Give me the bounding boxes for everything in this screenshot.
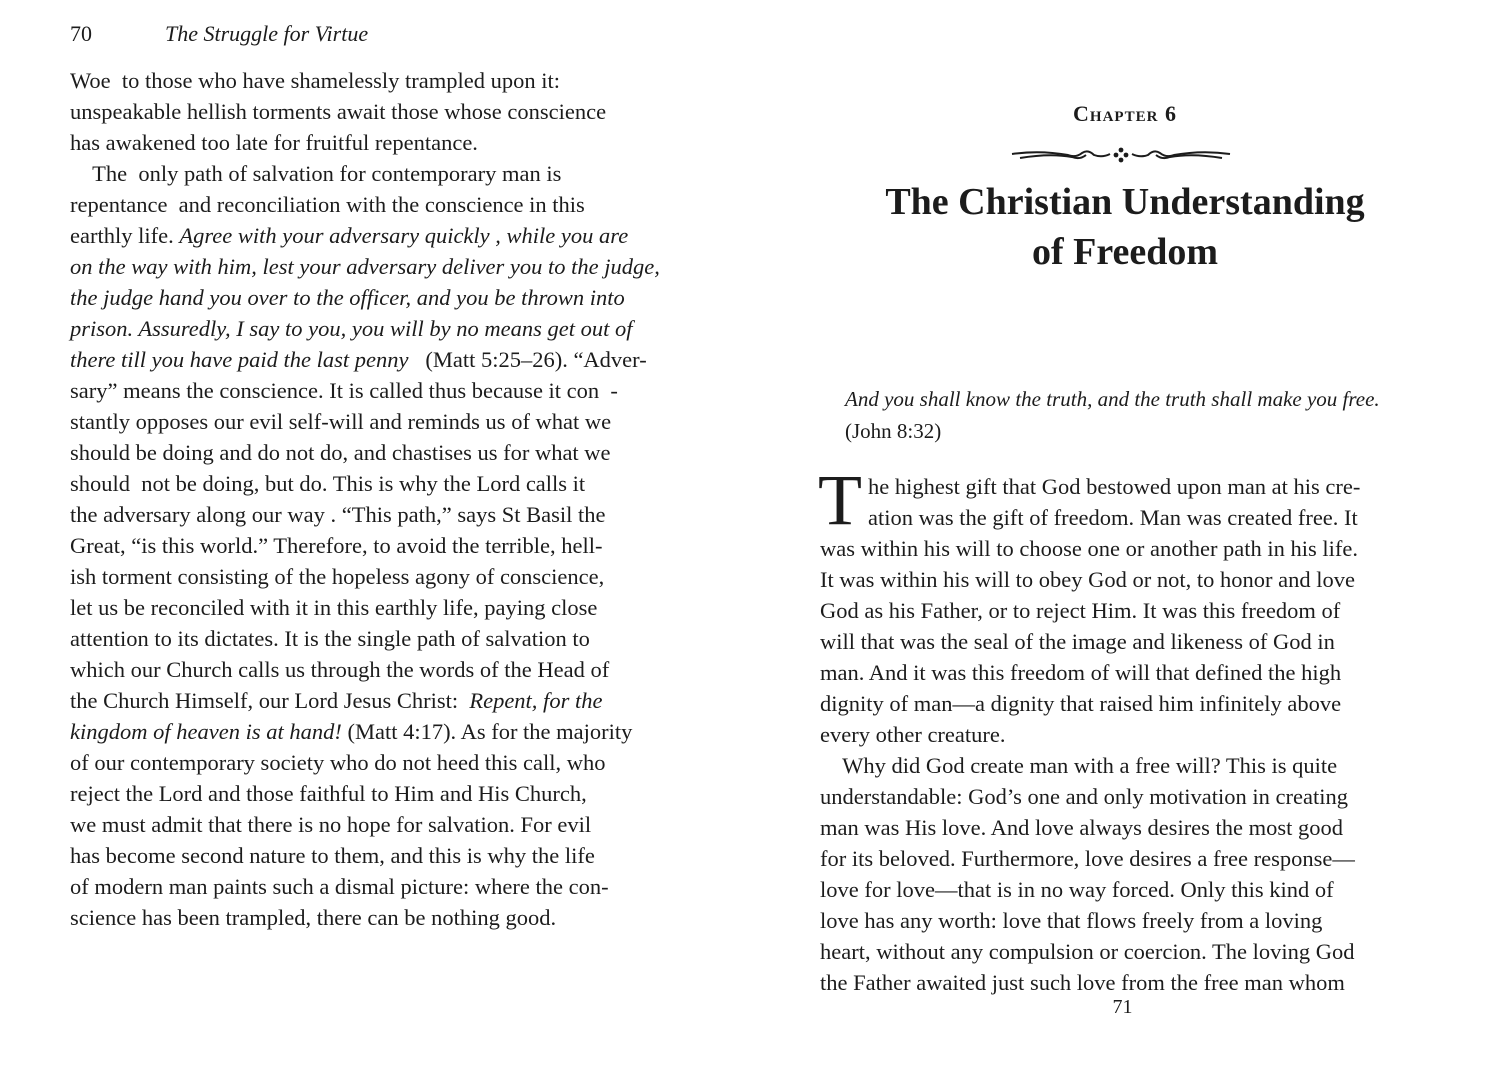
text-segment: stantly opposes our evil self-will and reminds us of what we — [70, 409, 612, 434]
text-segment: (Matt 4:17). As for the majority — [341, 719, 633, 744]
text-line: man was His love. And love always desires the most good — [820, 815, 1344, 840]
text-line — [70, 313, 632, 344]
italic-quote: Agree with your adversary quickly , while you are — [179, 223, 629, 248]
italic-quote: Repent, for the — [469, 688, 603, 713]
text-line — [70, 65, 560, 96]
text-segment: has become second nature to them, and this is why the life — [70, 843, 595, 868]
text-line — [70, 654, 609, 685]
text-line — [70, 406, 611, 437]
text-line — [70, 220, 628, 251]
right-page — [750, 0, 1500, 1068]
text-segment: ish torment consisting of the hopeless agony of conscience, — [70, 564, 605, 589]
text-segment: of our contemporary society who do not heed this call, who — [70, 750, 606, 775]
text-line — [70, 158, 561, 189]
text-line: will that was the seal of the image and likeness of God in — [820, 629, 1335, 654]
text-line — [70, 685, 602, 716]
text-line — [70, 375, 618, 406]
text-line — [70, 189, 585, 220]
page-number: 70 — [70, 21, 92, 46]
text-line: Why did God create man with a free will? This is quite — [820, 753, 1338, 778]
text-segment: the adversary along our way . “This path,” says St Basil the — [70, 502, 606, 527]
chapter-title-line-1: The Christian Understanding — [885, 181, 1365, 223]
text-segment: attention to its dictates. It is the single path of salvation to — [70, 626, 590, 651]
text-line: love has any worth: love that flows freely from a loving — [820, 908, 1323, 933]
text-segment: we must admit that there is no hope for salvation. For evil — [70, 812, 592, 837]
drop-cap: T — [818, 460, 862, 540]
epigraph-text: And you shall know the truth, and the truth shall make you free. — [845, 387, 1380, 411]
text-line: love for love—that is in no way forced. Only this kind of — [820, 877, 1334, 902]
text-line — [70, 468, 585, 499]
ornament-icon — [1010, 144, 1232, 166]
text-line — [70, 344, 647, 375]
text-segment: sary” means the conscience. It is called thus because it con - — [70, 378, 618, 403]
text-segment: repentance and reconciliation with the conscience in this — [70, 192, 585, 217]
text-line: ation was the gift of freedom. Man was created free. It — [868, 505, 1358, 530]
text-line — [70, 747, 606, 778]
text-segment: Woe to those who have shamelessly trampled upon it: — [70, 68, 560, 93]
text-segment: earthly life. — [70, 223, 180, 248]
chapter-title-line-2: of Freedom — [1031, 231, 1219, 273]
text-line: he highest gift that God bestowed upon man at his cre- — [868, 474, 1361, 499]
italic-quote: kingdom of heaven is at hand! — [70, 719, 342, 744]
text-line: It was within his will to obey God or not, to honor and love — [820, 567, 1355, 592]
text-line — [70, 499, 606, 530]
text-segment: the Church Himself, our Lord Jesus Christ: — [70, 688, 470, 713]
page-number: 71 — [1112, 996, 1133, 1018]
text-segment: reject the Lord and those faithful to Him and His Church, — [70, 781, 587, 806]
text-segment: should not be doing, but do. This is why the Lord calls it — [70, 471, 586, 496]
text-line — [70, 437, 611, 468]
epigraph-reference: (John 8:32) — [845, 419, 942, 443]
text-line — [70, 840, 595, 871]
text-line — [70, 251, 660, 282]
text-line — [70, 592, 597, 623]
text-segment: Great, “is this world.” Therefore, to avoid the terrible, hell- — [70, 533, 603, 558]
text-segment: should be doing and do not do, and chastises us for what we — [70, 440, 611, 465]
text-segment: (Matt 5:25–26). “Adver- — [414, 347, 647, 372]
italic-quote: on the way with him, lest your adversary deliver you to the judge, — [70, 254, 660, 279]
text-line: the Father awaited just such love from the free man whom — [820, 970, 1345, 995]
italic-quote: the judge hand you over to the officer, and you be thrown into — [70, 285, 625, 310]
text-line — [70, 716, 632, 747]
text-line — [70, 127, 478, 158]
text-line — [70, 871, 609, 902]
text-line: understandable: God’s one and only motivation in creating — [820, 784, 1349, 809]
running-title: The Struggle for Virtue — [165, 21, 369, 46]
text-segment: The only path of salvation for contemporary man is — [70, 161, 562, 186]
text-line: God as his Father, or to reject Him. It was this freedom of — [820, 598, 1341, 623]
text-segment: has awakened too late for fruitful repentance. — [70, 130, 478, 155]
text-segment: unspeakable hellish torments await those whose conscience — [70, 99, 607, 124]
text-line: for its beloved. Furthermore, love desires a free response— — [820, 846, 1355, 871]
text-line: every other creature. — [820, 722, 1006, 747]
text-segment: which our Church calls us through the words of the Head of — [70, 657, 610, 682]
text-line: was within his will to choose one or another path in his life. — [820, 536, 1359, 561]
text-line — [70, 282, 625, 313]
italic-quote: there till you have paid the last penny — [70, 347, 415, 372]
chapter-label: Chapter 6 — [1073, 101, 1177, 126]
text-line: heart, without any compulsion or coercion. The loving God — [820, 939, 1355, 964]
italic-quote: prison. Assuredly, I say to you, you will by no means get out of — [70, 316, 633, 341]
text-line — [70, 902, 556, 933]
text-line — [70, 623, 590, 654]
text-line: man. And it was this freedom of will that defined the high — [820, 660, 1342, 685]
text-line — [70, 561, 604, 592]
text-line — [70, 778, 587, 809]
text-line — [70, 809, 591, 840]
text-line: dignity of man—a dignity that raised him infinitely above — [820, 691, 1342, 716]
text-segment: of modern man paints such a dismal picture: where the con- — [70, 874, 609, 899]
text-segment: science has been trampled, there can be nothing good. — [70, 905, 557, 930]
text-line — [70, 530, 603, 561]
text-segment: let us be reconciled with it in this earthly life, paying close — [70, 595, 598, 620]
text-line — [70, 96, 606, 127]
